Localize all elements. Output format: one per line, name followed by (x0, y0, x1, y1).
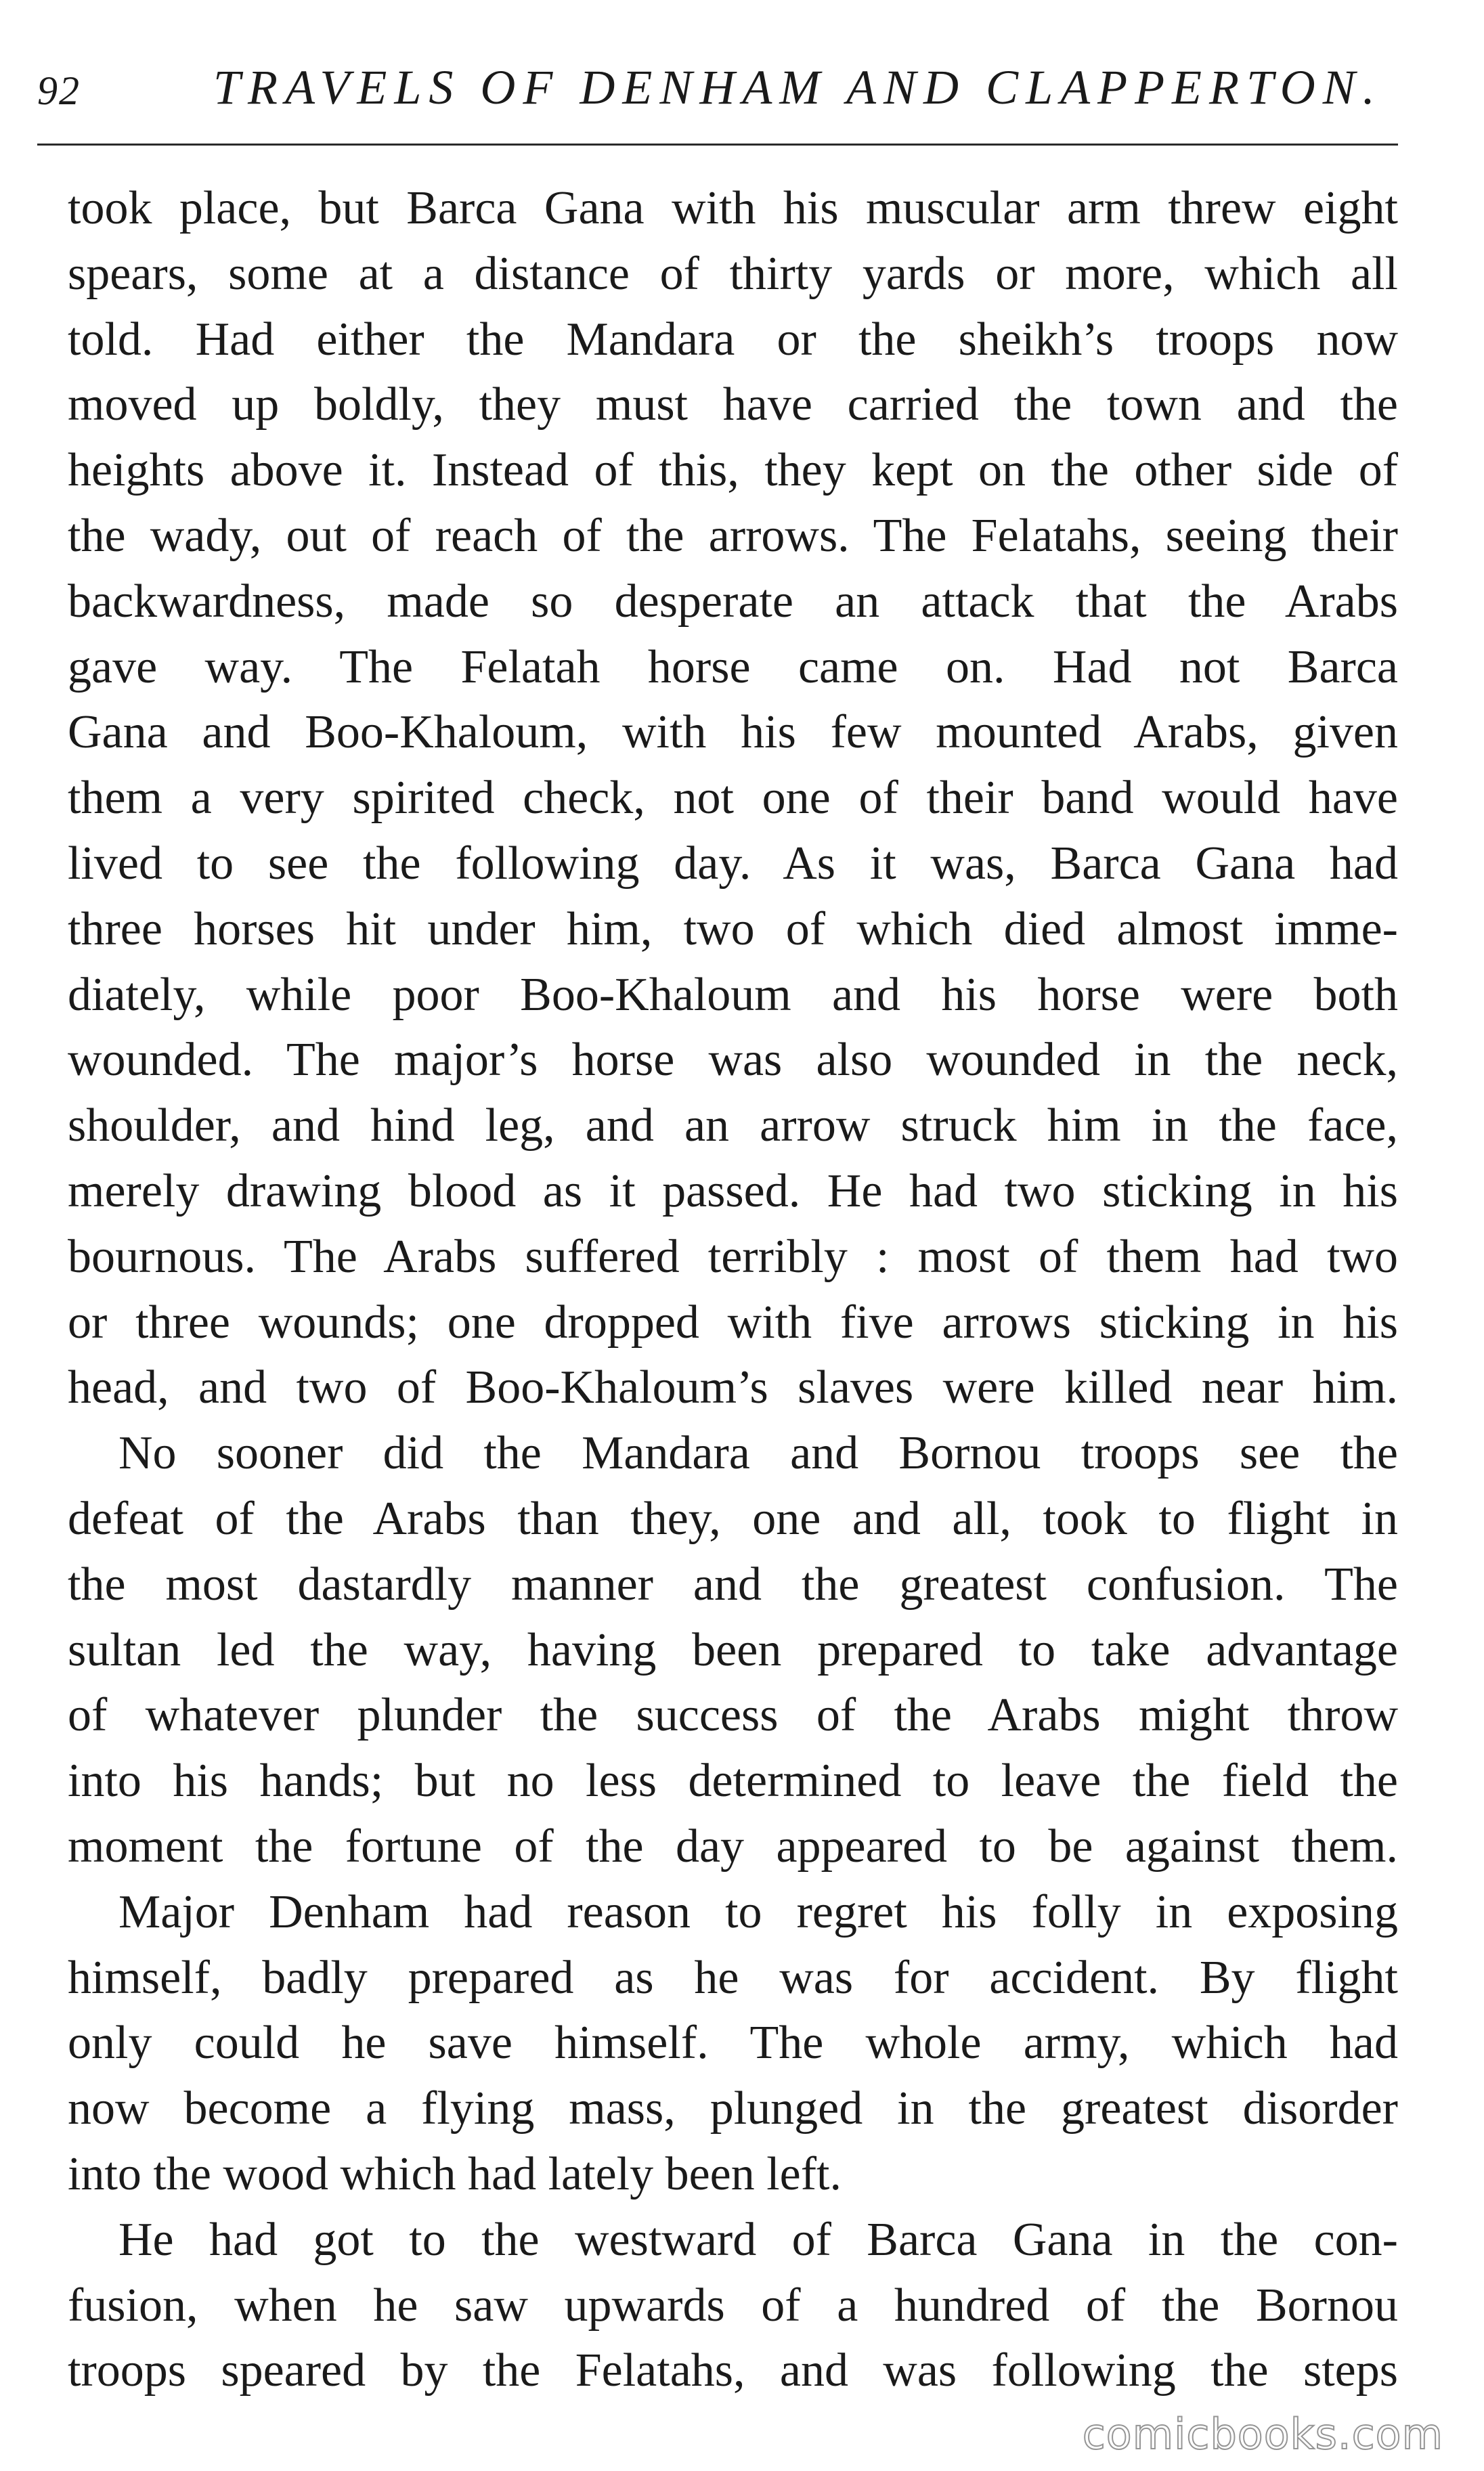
text-line: fusion, when he saw upwards of a hundred of the Bornou (68, 2279, 1398, 2332)
running-title: TRAVELS OF DENHAM AND CLAPPERTON. (213, 60, 1382, 114)
text-line: only could he save himself. The whole army, which had (68, 2017, 1398, 2070)
text-line: lived to see the following day. As it was, Barca Gana had (68, 837, 1398, 890)
paragraph-1 (68, 176, 1398, 1421)
text-line: told. Had either the Mandara or the sheikh’s troops now (68, 313, 1398, 366)
text-line: shoulder, and hind leg, and an arrow struck him in the face, (68, 1099, 1398, 1152)
text-line: Gana and Boo-Khaloum, with his few mounted Arabs, given (68, 706, 1398, 759)
text-line: gave way. The Felatah horse came on. Had not Barca (68, 640, 1398, 693)
header-rule (37, 144, 1398, 146)
text-line: sultan led the way, having been prepared to take advantage (68, 1623, 1398, 1676)
text-line: backwardness, made so desperate an attack that the Arabs (68, 575, 1398, 628)
text-line: troops speared by the Felatahs, and was following the steps (68, 2344, 1398, 2397)
text-line: spears, some at a distance of thirty yards or more, which all (68, 247, 1398, 300)
text-line: the most dastardly manner and the greatest confusion. The (68, 1558, 1398, 1611)
text-line: moment the fortune of the day appeared to be against them. (68, 1820, 1398, 1873)
page-number: 92 (37, 68, 81, 113)
watermark: comicbooks.com (1082, 2409, 1443, 2459)
text-line: defeat of the Arabs than they, one and all, took to flight in (68, 1492, 1398, 1545)
text-line: now become a flying mass, plunged in the greatest disorder (68, 2082, 1398, 2135)
text-line: into his hands; but no less determined to leave the field the (68, 1755, 1398, 1808)
body-text (68, 176, 1398, 2404)
text-line: head, and two of Boo-Khaloum’s slaves were killed near him. (68, 1361, 1398, 1414)
text-line: wounded. The major’s horse was also wounded in the neck, (68, 1034, 1398, 1087)
text-line: heights above it. Instead of this, they kept on the other side of (68, 444, 1398, 497)
text-line: bournous. The Arabs suffered terribly : most of them had two (68, 1230, 1398, 1283)
text-line: He had got to the westward of Barca Gana in the con- (118, 2213, 1398, 2266)
text-line: merely drawing blood as it passed. He had two sticking in his (68, 1164, 1398, 1217)
text-line: them a very spirited check, not one of their band would have (68, 772, 1398, 825)
text-line: Major Denham had reason to regret his folly in exposing (118, 1885, 1398, 1938)
text-line: No sooner did the Mandara and Bornou troops see the (118, 1427, 1398, 1480)
text-line: took place, but Barca Gana with his muscular arm threw eight (68, 182, 1398, 234)
running-head (37, 60, 1398, 127)
paragraph-2 (68, 1421, 1398, 1880)
text-line: into the wood which had lately been left. (68, 2147, 842, 2200)
text-line: himself, badly prepared as he was for accident. By flight (68, 1951, 1398, 2004)
text-line: moved up boldly, they must have carried the town and the (68, 378, 1398, 431)
text-line: of whatever plunder the success of the Arabs might throw (68, 1689, 1398, 1742)
text-line: three horses hit under him, two of which died almost imme- (68, 902, 1398, 955)
paragraph-4 (68, 2208, 1398, 2404)
text-line: or three wounds; one dropped with five arrows sticking in his (68, 1296, 1398, 1349)
text-line: diately, while poor Boo-Khaloum and his horse were both (68, 968, 1398, 1021)
text-line: the wady, out of reach of the arrows. The Felatahs, seeing their (68, 509, 1398, 562)
paragraph-3 (68, 1880, 1398, 2208)
